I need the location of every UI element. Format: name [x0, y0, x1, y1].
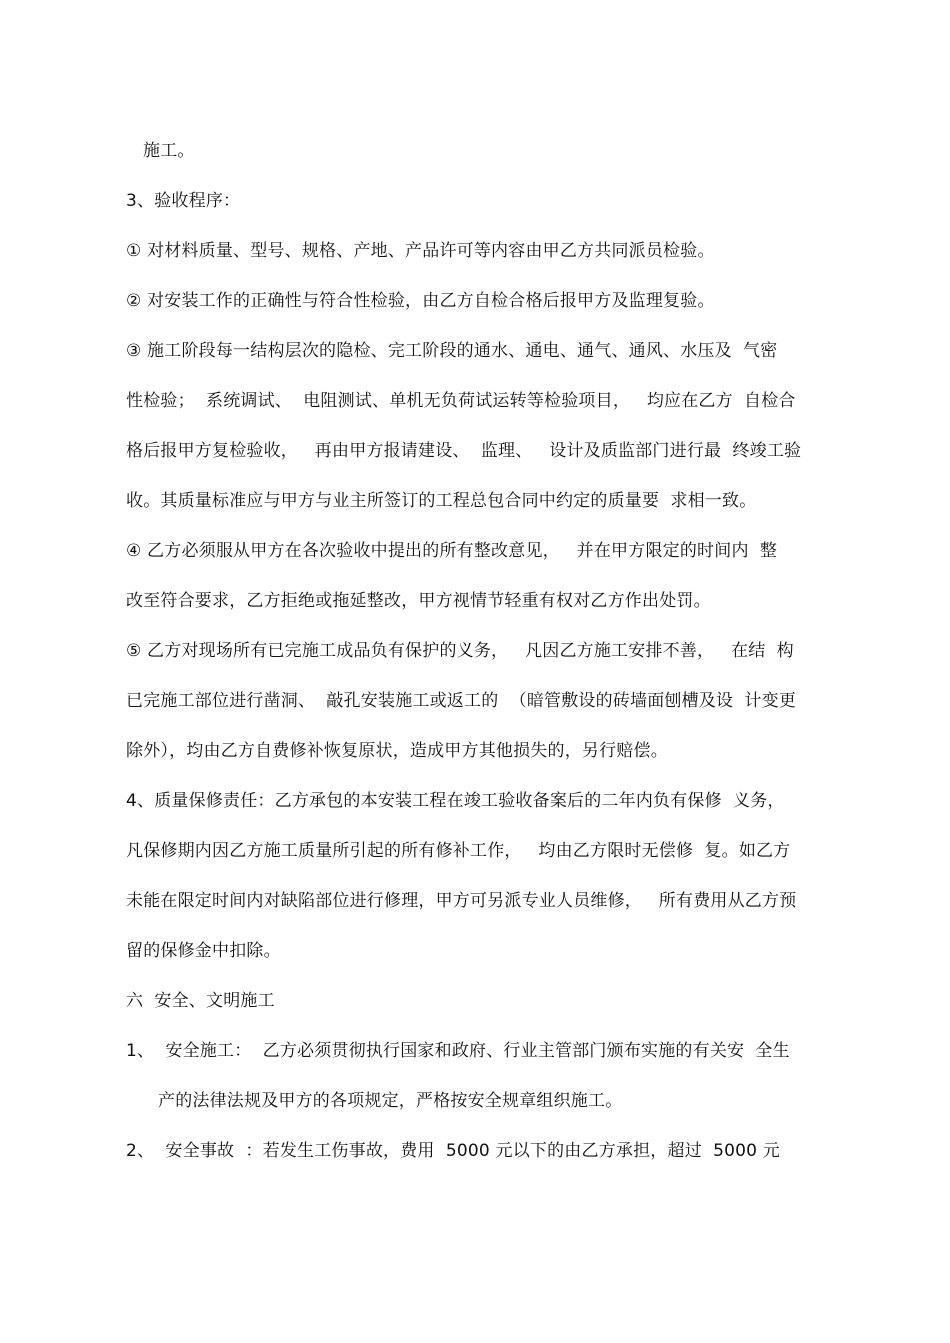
- text-line: 凡保修期内因乙方施工质量所引起的所有修补工作， 均由乙方限时无偿修 复。如乙方: [126, 841, 791, 861]
- section-heading: 六 安全、文明施工: [126, 991, 275, 1011]
- text-line: 产的法律法规及甲方的各项规定，严格按安全规章组织施工。: [158, 1091, 623, 1111]
- section-heading: 4、质量保修责任：乙方承包的本安装工程在竣工验收备案后的二年内负有保修 义务，: [126, 791, 785, 811]
- text-line: 已完施工部位进行凿洞、 敲孔安装施工或返工的 （暗管敷设的砖墙面刨槽及设 计变更: [126, 691, 797, 711]
- text-line: ④ 乙方必须服从甲方在各次验收中提出的所有整改意见， 并在甲方限定的时间内 整: [126, 541, 778, 561]
- text-line: ⑤ 乙方对现场所有已完施工成品负有保护的义务， 凡因乙方施工安排不善， 在结 构: [126, 641, 794, 661]
- text-line: 改至符合要求，乙方拒绝或拖延整改，甲方视情节轻重有权对乙方作出处罚。: [126, 591, 711, 611]
- text-line: 1、 安全施工： 乙方必须贯彻执行国家和政府、行业主管部门颁布实施的有关安 全生: [126, 1041, 790, 1061]
- text-line: 施工。: [143, 141, 195, 161]
- text-line: ① 对材料质量、型号、规格、产地、产品许可等内容由甲乙方共同派员检验。: [126, 241, 715, 261]
- text-line: ② 对安装工作的正确性与符合性检验，由乙方自检合格后报甲方及监理复验。: [126, 291, 715, 311]
- text-line: 性检验； 系统调试、 电阻测试、单机无负荷试运转等检验项目， 均应在乙方 自检合: [126, 391, 796, 411]
- text-line: 未能在限定时间内对缺陷部位进行修理，甲方可另派专业人员维修， 所有费用从乙方预: [126, 891, 797, 911]
- text-line: 格后报甲方复检验收， 再由甲方报请建设、 监理、 设计及质监部门进行最 终竣工验: [126, 441, 802, 461]
- text-line: 收。其质量标准应与甲方与业主所签订的工程总包合同中约定的质量要 求相一致。: [126, 491, 757, 511]
- text-line: 除外），均由乙方自费修补恢复原状，造成甲方其他损失的，另行赔偿。: [126, 741, 668, 761]
- text-line: 留的保修金中扣除。: [126, 941, 281, 961]
- text-line: ③ 施工阶段每一结构层次的隐检、完工阶段的通水、通电、通气、通风、水压及 气密: [126, 341, 778, 361]
- text-line: 2、 安全事故 ：若发生工伤事故，费用 5000 元以下的由乙方承担，超过 5000 元: [126, 1141, 780, 1161]
- section-heading: 3、验收程序：: [126, 191, 241, 211]
